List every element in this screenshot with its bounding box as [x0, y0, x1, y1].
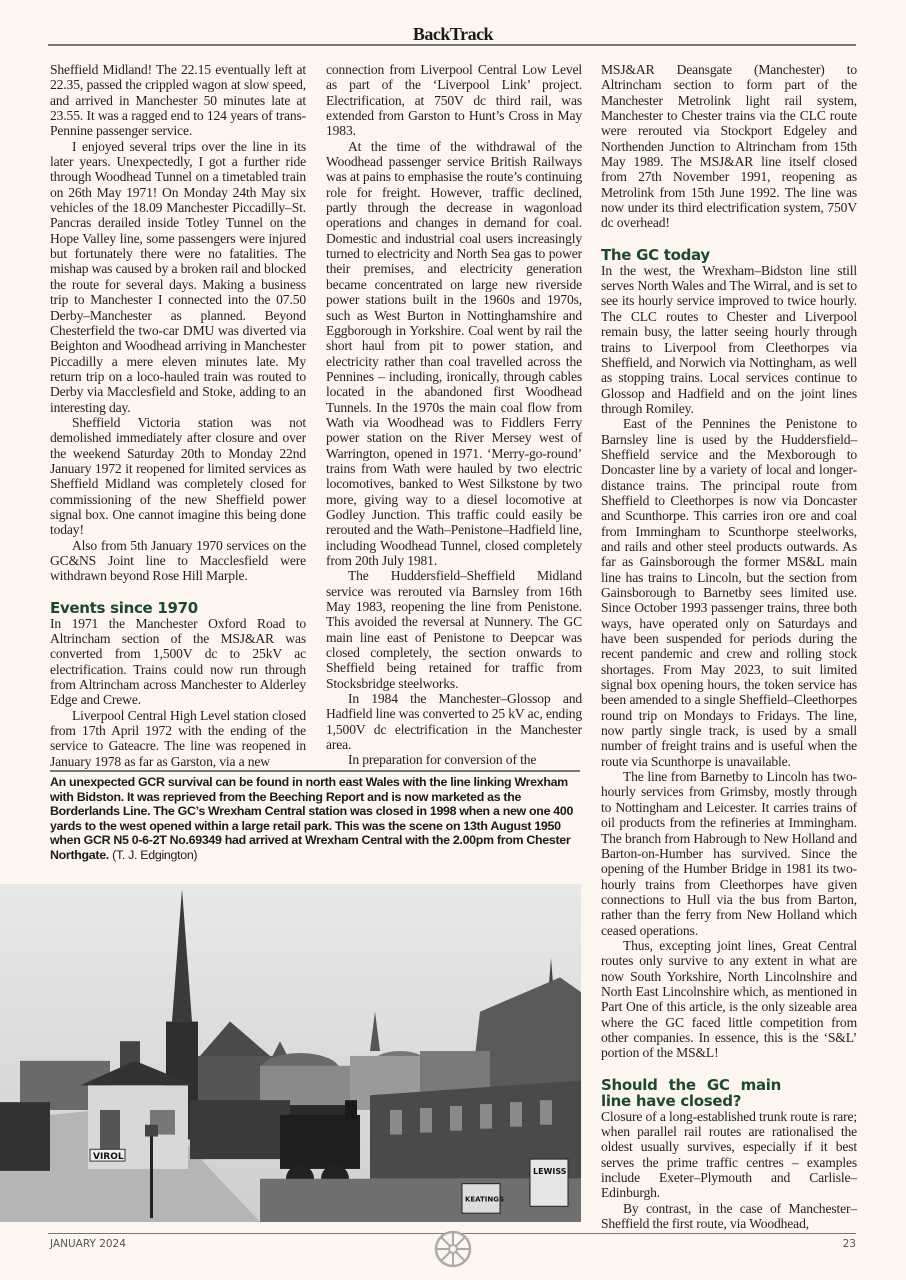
- wheel-logo-icon: [434, 1230, 472, 1268]
- paragraph: By contrast, in the case of Manchester–Sheffield the first route, via Woodhead,: [601, 1200, 857, 1232]
- keatings-sign: KEATINGS: [464, 1195, 505, 1204]
- lewiss-sign: LEWISS: [532, 1166, 567, 1176]
- article-column-1: [50, 62, 306, 769]
- section-heading-gc-today: The GC today: [601, 245, 710, 264]
- paragraph: In 1984 the Manchester–Glossop and Hadfield line was converted to 25 kV ac, ending 1,500V dc electrification in the Manchester area.: [326, 691, 582, 753]
- photo-credit: (T. J. Edgington): [112, 847, 198, 862]
- paragraph: The Huddersfield–Sheffield Midland service was rerouted via Barnsley from 16th May 1983, reopening the line from Penistone. This avoided the reversal at Nunnery. The GC main line east of Penistone to Deepcar was closed completely, the section onwards to Sheffield being retained for traffic from Stocksbridge steelworks.: [326, 568, 582, 691]
- paragraph: In 1971 the Manchester Oxford Road to Altrincham section of the MSJ&AR was converted from 1,500V dc to 25kV ac electrification. Trains could now run through from Altrincham across Manchester to Alderley Edge and Crewe.: [50, 615, 306, 708]
- paragraph: I enjoyed several trips over the line in its later years. Unexpectedly, I got a further ride through Woodhead Tunnel on a timetabled train on 26th May 1971! On Monday 24th May six vehicles of the 18.09 Manchester Piccadilly–St. Pancras derailed inside Totley Tunnel on the Hope Valley line, some passengers were injured but fortunately there were no fatalities. The mishap was caused by a broken rail and blocked the route for several days. Making a business trip to Manchester I connected into the 07.50 Derby–Manchester as planned. Beyond Chesterfield the two-car DMU was diverted via Beighton and Woodhead arriving in Manchester Piccadilly a mere eleven minutes late. My return trip on a loco-hauled train was routed to Derby via Macclesfield and Stoke, adding to an interesting day.: [50, 138, 306, 415]
- paragraph: The line from Barnetby to Lincoln has two-hourly services from Grimsby, mostly through to Nottingham and Leicester. It carries trains of oil products from the refineries at Immingham. The branch from Habrough to New Holland and Barton-on-Humber has survived. Since the opening of the Humber Bridge in 1981 its two-hourly trains from Cleethorpes have given connections to Hull via the bus from Barton, rather than the ferry from New Holland which ceased operations.: [601, 769, 857, 938]
- page-number: 23: [842, 1238, 856, 1250]
- article-column-2: [326, 62, 582, 768]
- magazine-masthead: BackTrack: [412, 24, 494, 44]
- caption-text: An unexpected GCR survival can be found in north east Wales with the line linking Wrexham with Bidston. It was reprieved from the Beeching Report and is now marketed as the Borderlands Line. The GC’s Wrexham Central station was closed in 1998 when a new one 400 yards to the west opened within a large retail park. This was the scene on 13th August 1950 when GCR N5 0-6-2T No.69349 had arrived at Wrexham Central with the 2.00pm from Chester Northgate.: [50, 775, 574, 862]
- article-column-3: [601, 62, 857, 1231]
- paragraph: In the west, the Wrexham–Bidston line still serves North Wales and The Wirral, and is set to see its hourly service improved to twice hourly. The CLC routes to Chester and Liverpool remain busy, the latter seeing hourly through trains to Liverpool from Cleethorpes via Sheffield, and Norwich via Nottingham, as well as stopping trains. Local services continue to Glossop and Hadfield and on the joint lines through Romiley.: [601, 262, 857, 416]
- paragraph: connection from Liverpool Central Low Level as part of the ‘Liverpool Link’ project. Electrification, at 750V dc third rail, was extended from Garston to Hunt’s Cross in May 1983.: [326, 62, 582, 139]
- paragraph: East of the Pennines the Penistone to Barnsley line is used by the Huddersfield–Sheffield service and the Mexborough to Doncaster line by a variety of local and longer-distance trains. The principal route from Sheffield to Cleethorpes is now via Doncaster and Scunthorpe. This carries iron ore and coal from Immingham to Scunthorpe steelworks, and rails and other steel products outwards. As far as Gainsborough the former MS&L main line has trains to Lincoln, but the section from Gainsborough to Barnetby sees limited use. Since October 1993 passenger trains, three both ways, have operated only on Saturdays and have been suspended for periods during the recent pandemic and crew and rolling stock shortages. From May 2023, to suit limited signal box opening hours, the token service has been amended to a single Sheffield–Cleethorpes round trip on Mondays to Fridays. The line, now partly single track, is used by a small number of freight trains and is useful when the route via Scunthorpe is unavailable.: [601, 416, 857, 769]
- section-heading-should-gc-have-closed: Should the GC main line have closed?: [601, 1075, 781, 1110]
- section-heading-events-since-1970: Events since 1970: [50, 598, 198, 617]
- wrexham-central-station-photo: [0, 884, 581, 1222]
- issue-date: JANUARY 2024: [50, 1238, 126, 1250]
- caption-rule: [50, 770, 580, 772]
- paragraph: Also from 5th January 1970 services on the GC&NS Joint line to Macclesfield were withdrawn beyond Rose Hill Marple.: [50, 537, 306, 584]
- paragraph: In preparation for conversion of the: [348, 752, 537, 768]
- paragraph: Liverpool Central High Level station closed from 17th April 1972 with the ending of the service to Gateacre. The line was reopened in January 1978 as far as Garston, via a new: [50, 707, 306, 769]
- header-rule: [48, 44, 856, 46]
- paragraph: Closure of a long-established trunk route is rare; when parallel rail routes are rationalised the oldest usually survives, especially if it best serves the prime traffic centres – examples include Exeter–Plymouth and Carlisle–Edinburgh.: [601, 1108, 857, 1201]
- virol-sign: VIROL: [92, 1152, 124, 1163]
- paragraph: Sheffield Midland! The 22.15 eventually left at 22.35, passed the crippled wagon at slow speed, and arrived in Manchester 50 minutes late at 23.55. It was a ragged end to 124 years of trans-Pennine passenger service.: [50, 62, 306, 139]
- paragraph: Thus, excepting joint lines, Great Central routes only survive to any extent in what are now South Yorkshire, North Lincolnshire and North East Lincolnshire which, as mentioned in Part One of this article, is the only sizeable area where the GC faced little competition from other companies. In essence, this is the ‘S&L’ portion of the MS&L!: [601, 937, 857, 1061]
- paragraph: At the time of the withdrawal of the Woodhead passenger service British Railways was at pains to emphasise the route’s continuing role for freight. However, traffic declined, partly through the decrease in wagonload operations and changes in demand for coal. Domestic and industrial coal users increasingly turned to electricity and North Sea gas to power their premises, and electricity generation became concentrated on large new riverside power stations built in the 1960s and 1970s, such as West Burton in Nottinghamshire and Eggborough in Yorkshire. Coal went by rail the short haul from pit to power station, and electricity rather than coal travelled across the Pennines – including, ironically, through cables located in the abandoned first Woodhead Tunnels. In the 1970s the main coal flow from Wath via Woodhead was to Fiddlers Ferry power station on the River Mersey west of Warrington, opened in 1971. ‘Merry-go-round’ trains from Wath were hauled by two electric locomotives, banked to West Silkstone by two more, giving way to a diesel locomotive at Godley Junction. This traffic could easily be rerouted and the Wath–Penistone–Hadfield line, including Woodhead Tunnel, closed completely from 20th July 1981.: [326, 138, 582, 568]
- photo-caption: [50, 775, 580, 863]
- paragraph: MSJ&AR Deansgate (Manchester) to Altrincham section to form part of the Manchester Metrolink light rail system, Manchester to Chester trains via the CLC route were rerouted via Stockport Edgeley and Northenden Junction to Altrincham from 15th May 1989. The MSJ&AR line itself closed from 27th November 1991, reopening as Metrolink from 15th June 1992. The line was now under its third electrification system, 750V dc overhead!: [601, 62, 857, 231]
- paragraph: Sheffield Victoria station was not demolished immediately after closure and over the weekend Saturday 20th to Monday 22nd January 1972 it reopened for limited services as Sheffield Midland was completely closed for commissioning of the new Sheffield power signal box. One cannot imagine this being done today!: [50, 414, 306, 538]
